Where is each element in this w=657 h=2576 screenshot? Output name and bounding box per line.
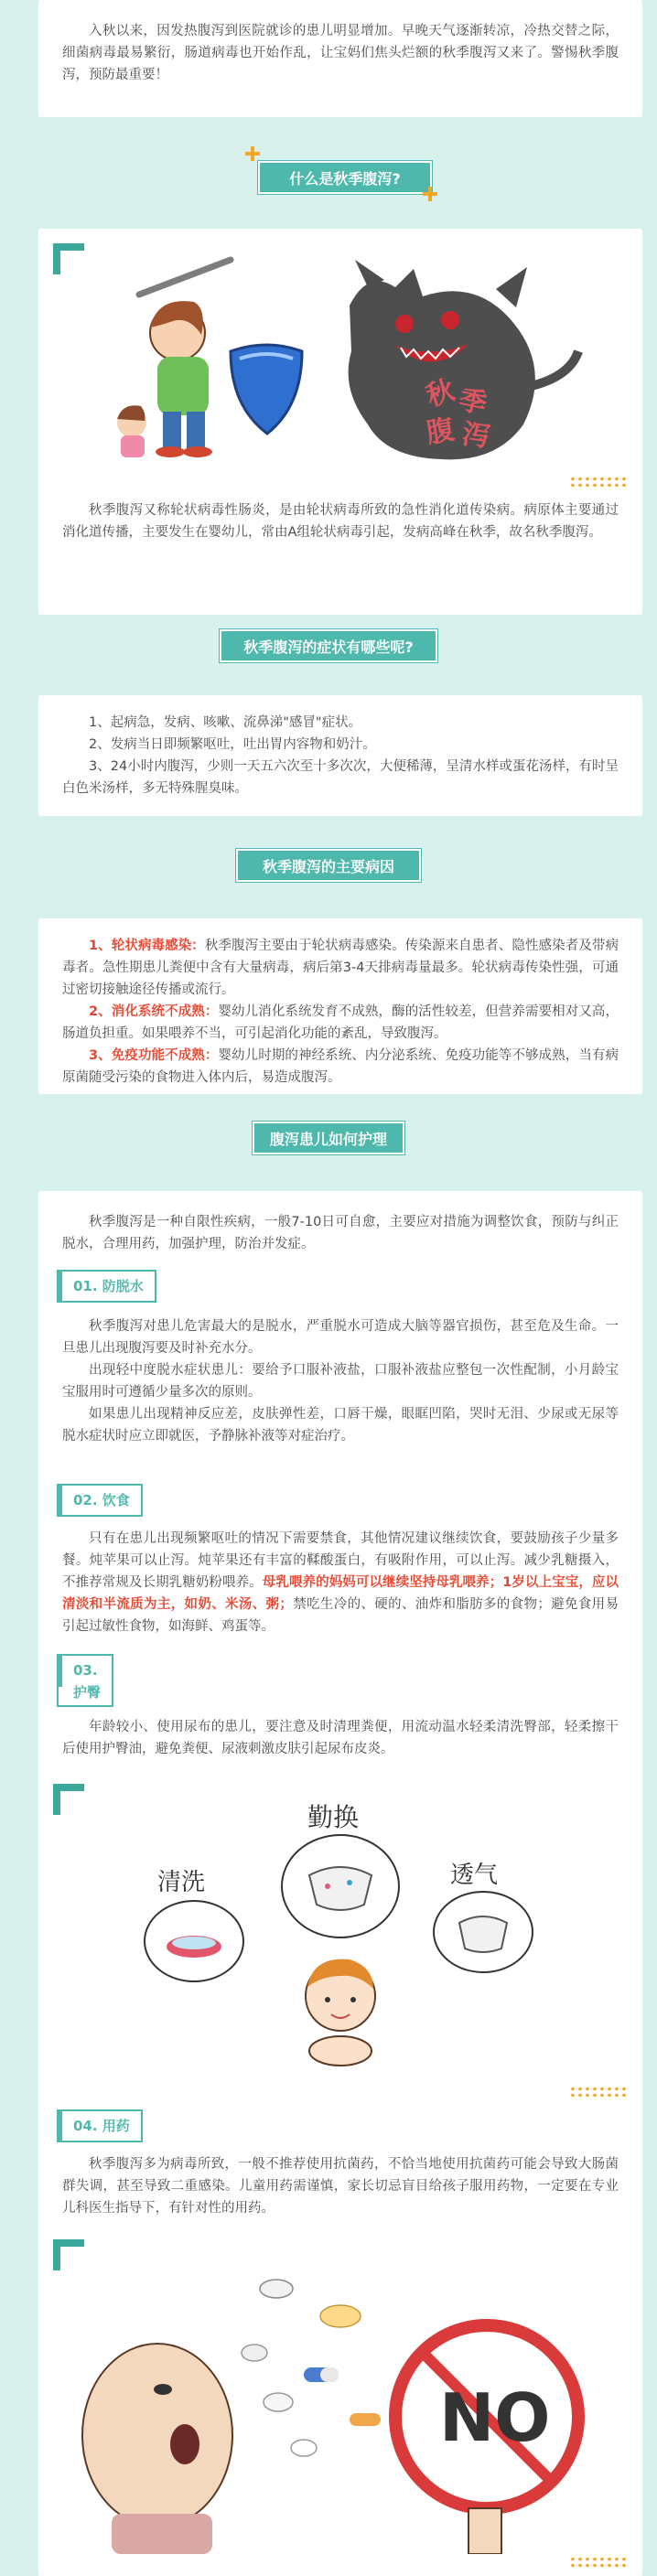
symptom-item: 2、发病当日即频繁呕吐，吐出胃内容物和奶汁。 — [89, 737, 376, 752]
section1-card — [38, 229, 642, 615]
cause-label: 1、轮状病毒感染： — [89, 939, 205, 953]
symptom-item: 1、起病急，发病、咳嗽、流鼻涕"感冒"症状。 — [89, 715, 362, 730]
dots-ornament — [569, 2086, 628, 2098]
illustration-label: 腹 — [424, 413, 457, 450]
section-heading-causes: 秋季腹泻的主要病因 — [236, 849, 421, 882]
cause-text: 婴幼儿时期的神经系统、内分泌系统、免疫功能等不够成熟，当有病原菌随受污染的食物进入体内后，易造成腹泻。 — [62, 1048, 619, 1085]
subheading-diet: 02. 饮食 — [57, 1484, 143, 1517]
symptom-item: 3、24小时内腹泻，少则一天五六次至十多次次，大便稀薄，呈清水样或蛋花汤样，有时呈白色米汤样，多无特殊腥臭味。 — [62, 759, 619, 796]
hydration-paragraph: 秋季腹泻对患儿危害最大的是脱水，严重脱水可造成大脑等器官损伤，甚至危及生命。一旦患儿出现腹泻要及时补充水分。 — [62, 1319, 619, 1356]
cause-text: 秋季腹泻主要由于轮状病毒感染。传染源来自患者、隐性感染者及带病毒者。急性期患儿粪便中含有大量病毒，病后第3-4天排病毒量最多。轮状病毒传染性强，可通过密切接触途径传播或流行。 — [62, 939, 619, 997]
cause-label: 3、免疫功能不成熟： — [89, 1048, 219, 1063]
subheading-hydration: 01. 防脱水 — [57, 1270, 156, 1303]
diet-text: 禁吃生冷的、硬的、油炸和脂肪多的食物；避免食用易引起过敏性食物，如海鲜、鸡蛋等。 — [62, 1597, 619, 1634]
plus-ornament — [423, 187, 437, 201]
dots-ornament — [569, 2556, 628, 2569]
plus-ornament — [245, 146, 260, 161]
intro-card — [38, 0, 642, 117]
subheading-number: 03. — [73, 1662, 98, 1679]
section4-card — [38, 1191, 642, 2576]
cause-label: 2、消化系统不成熟： — [89, 1004, 219, 1019]
cause-item — [62, 1045, 619, 1089]
dots-ornament — [569, 476, 628, 488]
section2-card — [38, 695, 642, 816]
illustration-label: 透气 — [450, 1862, 499, 1889]
diet-paragraph — [62, 1528, 619, 1637]
subheading-title: 护臀 — [73, 1684, 102, 1701]
diet-text: 只有在患儿出现频繁呕吐的情况下需要禁食，其他情况建议继续饮食，要鼓励孩子少量多餐。炖苹果可以止泻。炖苹果还有丰富的鞣酸蛋白，有吸附作用，可以止泻。减少乳糖摄入，不推荐常规及长期乳糖奶粉喂养。 — [62, 1531, 619, 1590]
section-heading-what: 什么是秋季腹泻? — [258, 161, 432, 194]
medication-paragraph: 秋季腹泻多为病毒所致，一般不推荐使用抗菌药，不恰当地使用抗菌药可能会导致大肠菌群失调，甚至导致二重感染。儿童用药需谨慎，家长切忌盲目给孩子服用药物，一定要在专业儿科医生指导下，有针对性的用药。 — [62, 2157, 619, 2216]
illustration-label: 泻 — [459, 418, 492, 455]
illustration-label: 勤换 — [307, 1802, 360, 1832]
hydration-paragraph: 如果患儿出现精神反应差，皮肤弹性差，口唇干燥，眼眶凹陷，哭时无泪、少尿或无尿等脱水症状时应立即就医，予静脉补液等对症治疗。 — [62, 1407, 619, 1444]
illustration-label: 季 — [456, 383, 490, 422]
no-sign-text: NO — [439, 2379, 551, 2456]
section1-paragraph: 秋季腹泻又称轮状病毒性肠炎，是由轮状病毒所致的急性消化道传染病。病原体主要通过消化道传播，主要发生在婴幼儿，常由A组轮状病毒引起，发病高峰在秋季，故名秋季腹泻。 — [62, 503, 619, 540]
corner-ornament — [53, 1784, 84, 1815]
buttocks-care-paragraph: 年龄较小、使用尿布的患儿，要注意及时清理粪便，用流动温水轻柔清洗臀部，轻柔擦干后使用护臀油，避免粪便、尿液刺激皮肤引起尿布皮炎。 — [62, 1720, 619, 1756]
section3-card — [38, 918, 642, 1094]
cause-item — [62, 1001, 619, 1045]
subheading-buttocks-care — [57, 1654, 113, 1707]
subheading-medication: 04. 用药 — [57, 2109, 143, 2142]
illustration-label: 清洗 — [157, 1869, 206, 1896]
diet-highlight: 母乳喂养的妈妈可以继续坚持母乳喂养；1岁以上宝宝，应以清淡和半流质为主，如奶、米汤、粥； — [62, 1575, 619, 1612]
illustration-label: 秋 — [422, 374, 459, 413]
section-heading-symptoms: 秋季腹泻的症状有哪些呢? — [220, 629, 437, 662]
illustration-fight — [93, 251, 606, 470]
hydration-paragraph: 出现轻中度脱水症状患儿：要给予口服补液盐，口服补液盐应整包一次性配制，小月龄宝宝服用时可遵循少量多次的原则。 — [62, 1363, 619, 1400]
corner-ornament — [53, 243, 84, 274]
cause-item — [62, 935, 619, 1001]
intro-paragraph: 入秋以来，因发热腹泻到医院就诊的患儿明显增加。早晚天气逐渐转凉，冷热交替之际，细菌病毒最易繁衍，肠道病毒也开始作乱，让宝妈们焦头烂额的秋季腹泻又来了。警惕秋季腹泻，预防最重要！ — [62, 24, 619, 82]
section-heading-care: 腹泻患儿如何护理 — [253, 1122, 404, 1154]
hydration-block — [62, 1315, 619, 1447]
illustration-diaper-care — [139, 1795, 542, 2069]
illustration-no-medicine — [75, 2252, 606, 2554]
care-intro: 秋季腹泻是一种自限性疾病，一般7-10日可自愈，主要应对措施为调整饮食，预防与纠正脱水，合理用药，加强护理，防治并发症。 — [62, 1215, 619, 1251]
cause-text: 婴幼儿消化系统发育不成熟，酶的活性较差，但营养需要相对又高，肠道负担重。如果喂养不当，可引起消化功能的紊乱，导致腹泻。 — [62, 1004, 619, 1041]
